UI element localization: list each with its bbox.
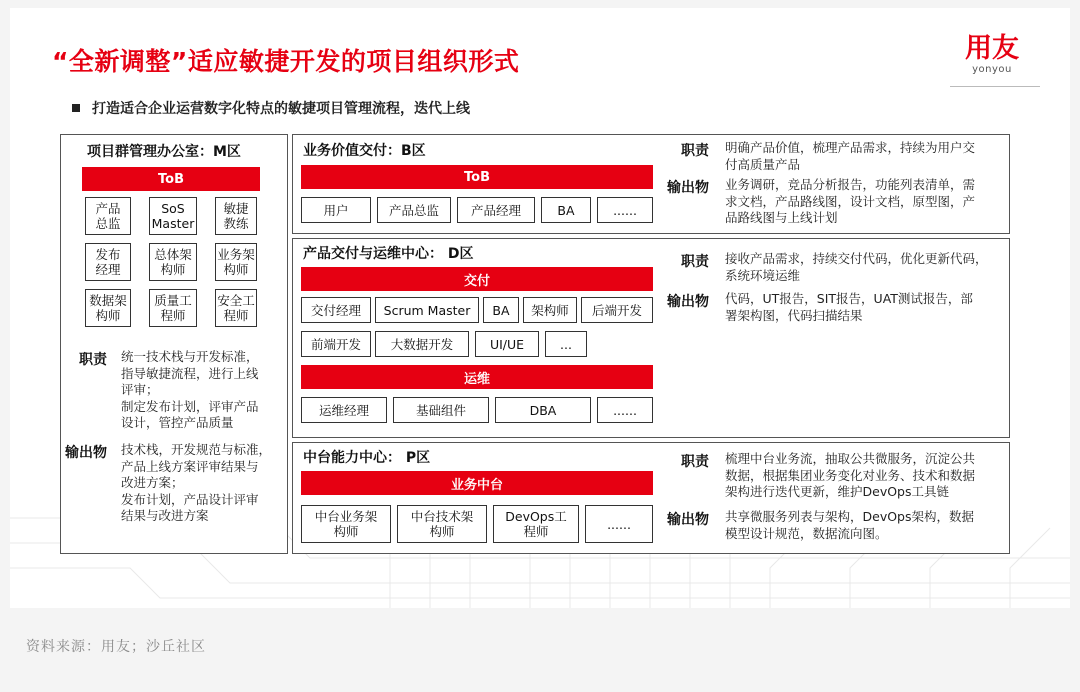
b-zone-tob-bar: ToB [301, 165, 653, 189]
brand-logo [950, 34, 1034, 75]
b-zone-duty-text: 明确产品价值，梳理产品需求，持续为用户交 付高质量产品 [725, 140, 976, 172]
d-zone-panel [292, 238, 1010, 438]
role-more: ...... [585, 505, 653, 543]
role-security-engineer: 安全工 程师 [215, 289, 257, 327]
role-release-manager: 发布 经理 [85, 243, 131, 281]
d-zone-duty-text: 接收产品需求，持续交付代码，优化更新代码， 系统环境运维 [725, 251, 988, 283]
d-zone-title: 产品交付与运维中心： D区 [303, 246, 474, 262]
d-zone-duty-label: 职责 [681, 254, 709, 270]
p-zone-output-label: 输出物 [667, 512, 709, 528]
role-frontend-dev: 前端开发 [301, 331, 371, 357]
b-zone-duty-label: 职责 [681, 143, 709, 159]
m-zone-duty-label: 职责 [79, 352, 107, 368]
role-ba: BA [541, 197, 591, 223]
b-zone-output-label: 输出物 [667, 180, 709, 196]
subtitle [72, 98, 470, 118]
source-caption: 资料来源：用友；沙丘社区 [26, 639, 206, 655]
m-zone-panel [60, 134, 288, 554]
logo-en: yonyou [972, 64, 1012, 75]
role-devops-engineer: DevOps工 程师 [493, 505, 579, 543]
role-dba: DBA [495, 397, 591, 423]
role-product-manager: 产品经理 [457, 197, 535, 223]
b-zone-output-text: 业务调研，竞品分析报告，功能列表清单，需 求文档，产品路线图，设计文档，原型图，产 品路线图与上线计划 [725, 177, 976, 225]
role-more: ...... [597, 397, 653, 423]
p-zone-panel [292, 442, 1010, 554]
role-middle-tech-architect: 中台技术架 构师 [397, 505, 487, 543]
d-zone-output-label: 输出物 [667, 294, 709, 310]
role-backend-dev: 后端开发 [581, 297, 653, 323]
role-data-architect: 数据架 构师 [85, 289, 131, 327]
role-product-director: 产品总监 [377, 197, 451, 223]
role-business-architect: 业务架 构师 [215, 243, 257, 281]
p-zone-duty-text: 梳理中台业务流，抽取公共微服务，沉淀公共 数据，根据集团业务变化对业务、技术和数据 架构进行迭代更新，维护DevOps工具链 [725, 451, 976, 499]
role-base-components: 基础组件 [393, 397, 489, 423]
role-scrum-master: Scrum Master [375, 297, 479, 323]
b-zone-panel [292, 134, 1010, 234]
role-ba: BA [483, 297, 519, 323]
square-bullet-icon [72, 104, 80, 112]
d-zone-ops-bar: 运维 [301, 365, 653, 389]
role-agile-coach: 敏捷 教练 [215, 197, 257, 235]
role-architect: 架构师 [523, 297, 577, 323]
logo-cn: 用友 [965, 33, 1019, 64]
m-zone-tob-bar: ToB [82, 167, 260, 191]
role-more: ...... [597, 197, 653, 223]
logo-divider [950, 86, 1040, 87]
d-zone-delivery-bar: 交付 [301, 267, 653, 291]
role-chief-architect: 总体架 构师 [149, 243, 197, 281]
page-title: “全新调整”适应敏捷开发的项目组织形式 [52, 47, 520, 76]
role-user: 用户 [301, 197, 371, 223]
p-zone-duty-label: 职责 [681, 454, 709, 470]
p-zone-title: 中台能力中心： P区 [303, 450, 431, 466]
role-ui-ue: UI/UE [475, 331, 539, 357]
role-product-director: 产品 总监 [85, 197, 131, 235]
role-middle-business-architect: 中台业务架 构师 [301, 505, 391, 543]
role-sos-master: SoS Master [149, 197, 197, 235]
m-zone-title: 项目群管理办公室：M区 [87, 144, 241, 160]
subtitle-text: 打造适合企业运营数字化特点的敏捷项目管理流程，迭代上线 [92, 101, 470, 117]
role-quality-engineer: 质量工 程师 [149, 289, 197, 327]
b-zone-title: 业务价值交付：B区 [303, 143, 426, 159]
p-zone-output-text: 共享微服务列表与架构，DevOps架构，数据 模型设计规范，数据流向图。 [725, 509, 974, 541]
m-zone-duty-text: 统一技术栈与开发标准， 指导敏捷流程，进行上线 评审； 制定发布计划，评审产品 设计，管控产品质量 [121, 349, 259, 430]
m-zone-output-text: 技术栈，开发规范与标准， 产品上线方案评审结果与 改进方案； 发布计划，产品设计评审 结果与改进方案 [121, 442, 272, 523]
role-delivery-manager: 交付经理 [301, 297, 371, 323]
m-zone-output-label: 输出物 [65, 445, 107, 461]
d-zone-output-text: 代码，UT报告，SIT报告，UAT测试报告，部 署架构图，代码扫描结果 [725, 291, 973, 323]
role-more: ... [545, 331, 587, 357]
role-ops-manager: 运维经理 [301, 397, 387, 423]
p-zone-business-middle-bar: 业务中台 [301, 471, 653, 495]
role-bigdata-dev: 大数据开发 [375, 331, 469, 357]
slide [10, 8, 1070, 608]
